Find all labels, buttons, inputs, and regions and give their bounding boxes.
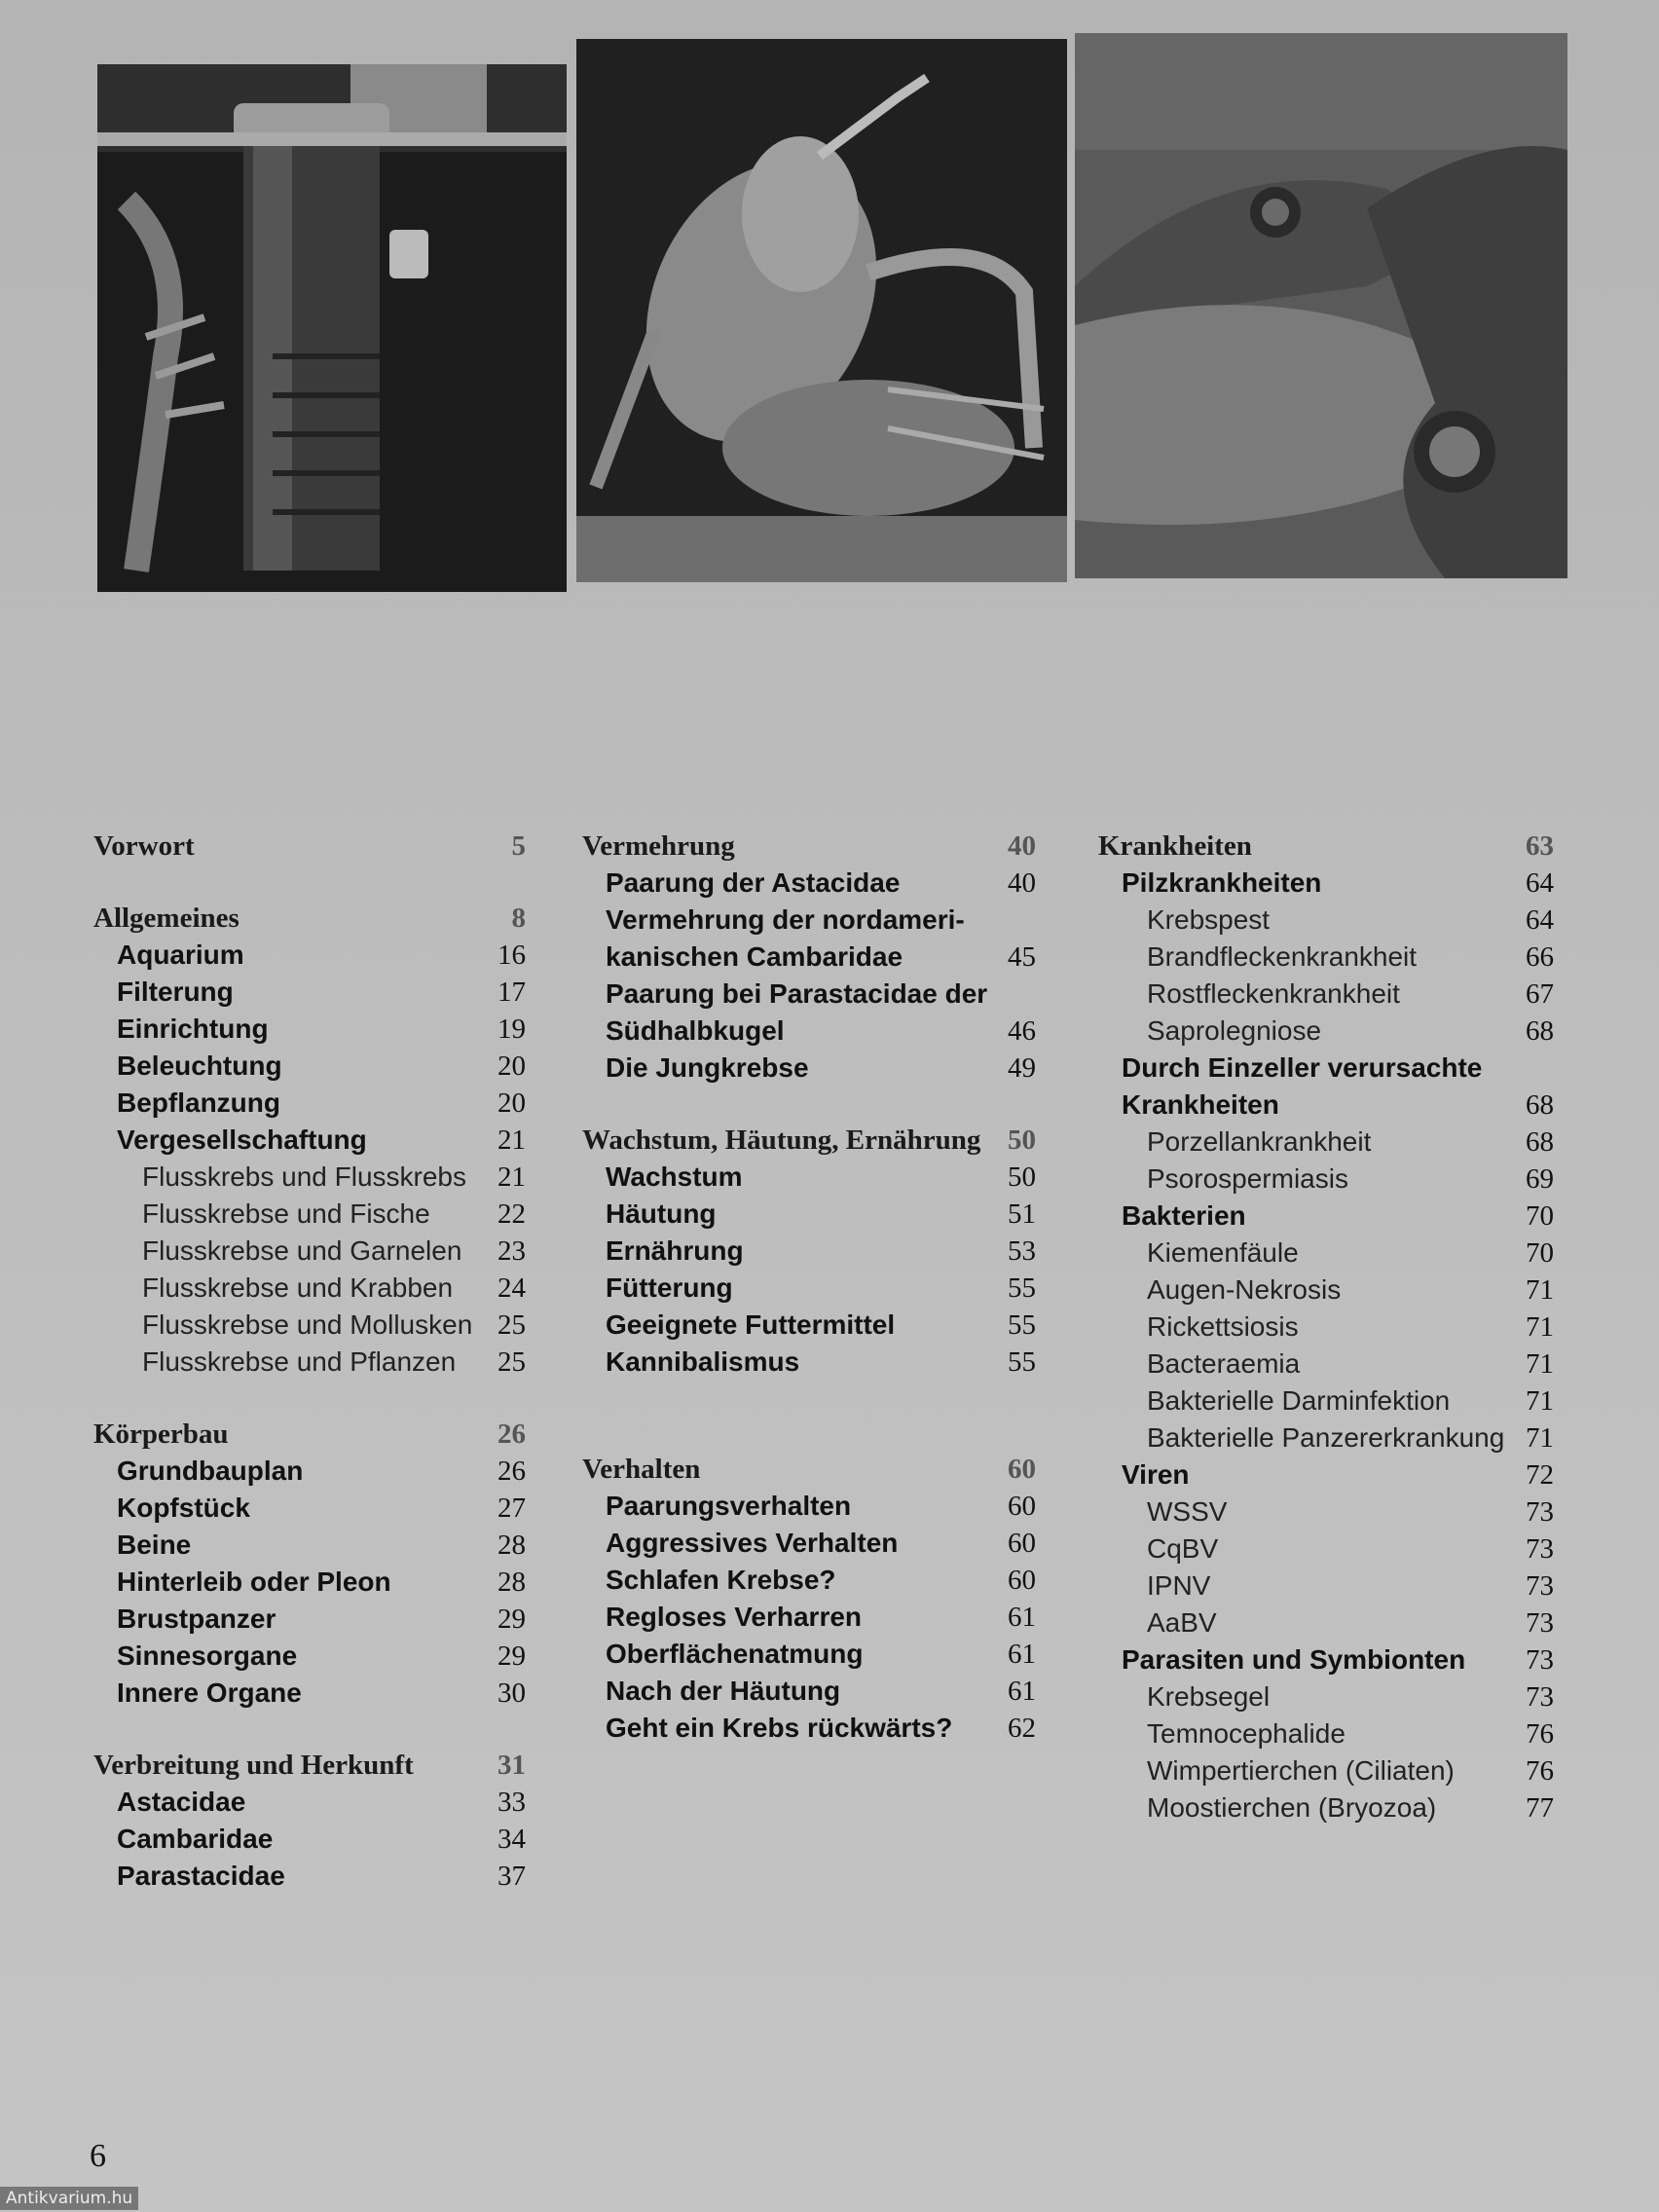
toc-entry-title: Paarung der Astacidae <box>606 867 901 898</box>
toc-entry-title: Krebspest <box>1147 904 1271 935</box>
toc-entry <box>582 1636 1036 1673</box>
toc-entry <box>582 1562 1036 1599</box>
toc-entry <box>1098 1235 1554 1272</box>
toc-entry <box>93 1564 526 1601</box>
toc-entry <box>1098 1493 1554 1530</box>
toc-entry-title: Temnocephalide <box>1147 1718 1346 1749</box>
toc-entry-page: 68 <box>1526 1126 1554 1158</box>
toc-entry <box>1098 1752 1554 1789</box>
toc-entry-page: 64 <box>1526 867 1554 899</box>
toc-entry-title: Saprolegniose <box>1147 1015 1322 1046</box>
toc-entry-page: 73 <box>1526 1681 1554 1713</box>
toc-entry-title: Innere Organe <box>117 1677 302 1708</box>
toc-entry-title: Parasiten und Symbionten <box>1122 1644 1466 1675</box>
toc-entry-title: Paarungsverhalten <box>606 1491 852 1521</box>
toc-spacer <box>93 1712 526 1747</box>
toc-entry-title: Sinnesorgane <box>117 1641 298 1671</box>
toc-entry-page: 71 <box>1526 1348 1554 1380</box>
toc-entry-title: Krebsegel <box>1147 1681 1271 1712</box>
toc-entry-page: 16 <box>498 940 526 971</box>
toc-entry <box>93 1011 526 1048</box>
toc-entry-page: 61 <box>1008 1602 1036 1633</box>
toc-entry <box>93 1601 526 1638</box>
toc-entry <box>1098 1272 1554 1309</box>
toc-entry <box>93 1453 526 1490</box>
toc-entry-title: Grundbauplan <box>117 1456 304 1486</box>
toc-entry-page: 19 <box>498 1014 526 1045</box>
toc-entry-page: 31 <box>498 1750 526 1781</box>
toc-entry-page: 20 <box>498 1051 526 1082</box>
toc-entry <box>93 937 526 974</box>
toc-entry-page: 40 <box>1008 867 1036 899</box>
toc-entry-title: Bacteraemia <box>1147 1348 1301 1379</box>
toc-entry-page: 20 <box>498 1088 526 1119</box>
crayfish-mating-photo <box>576 39 1067 582</box>
toc-entry-page: 73 <box>1526 1644 1554 1676</box>
toc-entry <box>582 1159 1036 1196</box>
toc-entry-page: 21 <box>498 1161 526 1193</box>
toc-entry-title: Vorwort <box>93 830 195 862</box>
toc-entry-title: Nach der Häutung <box>606 1676 841 1706</box>
toc-entry-title: Moostierchen (Bryozoa) <box>1147 1792 1437 1823</box>
toc-entry-page: 70 <box>1526 1237 1554 1269</box>
toc-entry <box>93 1085 526 1122</box>
toc-entry-title: Fütterung <box>606 1272 733 1303</box>
toc-entry-title: Astacidae <box>117 1787 246 1817</box>
toc-entry-title: Parastacidae <box>117 1861 285 1891</box>
toc-entry <box>1098 1715 1554 1752</box>
toc-entry <box>582 1451 1036 1488</box>
toc-entry-title: Psorospermiasis <box>1147 1163 1348 1194</box>
toc-spacer <box>582 1416 1036 1451</box>
toc-entry <box>1098 1678 1554 1715</box>
toc-spacer <box>93 1381 526 1416</box>
toc-entry <box>1098 1346 1554 1382</box>
toc-entry-title: Beine <box>117 1530 192 1560</box>
toc-entry-page: 61 <box>1008 1639 1036 1670</box>
toc-entry <box>1098 1087 1554 1124</box>
toc-entry-title: Wachstum, Häutung, Ernährung <box>582 1124 981 1156</box>
toc-entry-page: 76 <box>1526 1718 1554 1750</box>
toc-entry-title: Brandfleckenkrankheit <box>1147 941 1418 972</box>
toc-entry-page: 50 <box>1008 1124 1036 1156</box>
toc-entry-title: Cambaridae <box>117 1824 274 1854</box>
toc-entry <box>93 1048 526 1085</box>
toc-entry-title: WSSV <box>1147 1496 1228 1527</box>
toc-column-2 <box>582 828 1036 1747</box>
toc-spacer <box>582 1087 1036 1122</box>
toc-entry-page: 70 <box>1526 1200 1554 1232</box>
toc-entry-page: 73 <box>1526 1570 1554 1602</box>
toc-entry-page: 68 <box>1526 1015 1554 1047</box>
toc-entry <box>582 902 1036 939</box>
toc-entry-title: Beleuchtung <box>117 1051 282 1081</box>
toc-entry <box>1098 1124 1554 1161</box>
toc-entry <box>93 1159 526 1196</box>
toc-entry <box>1098 1419 1554 1456</box>
toc-entry <box>93 1122 526 1159</box>
toc-entry <box>93 1784 526 1821</box>
toc-entry-title: Wimpertierchen (Ciliaten) <box>1147 1755 1455 1786</box>
toc-entry-page: 73 <box>1526 1533 1554 1565</box>
toc-entry <box>1098 1567 1554 1604</box>
toc-entry <box>582 1488 1036 1525</box>
toc-entry-title: Geeignete Futtermittel <box>606 1309 896 1340</box>
toc-entry-title: Körperbau <box>93 1419 229 1450</box>
toc-spacer <box>93 865 526 900</box>
toc-entry-title: Südhalbkugel <box>606 1015 785 1046</box>
toc-entry-page: 73 <box>1526 1607 1554 1639</box>
toc-entry-title: Brustpanzer <box>117 1604 276 1634</box>
toc-entry <box>1098 1050 1554 1087</box>
toc-entry <box>93 828 526 865</box>
toc-entry-title: kanischen Cambaridae <box>606 941 903 972</box>
toc-entry-title: Vermehrung <box>582 830 735 862</box>
toc-entry-page: 55 <box>1008 1309 1036 1341</box>
toc-entry <box>1098 865 1554 902</box>
toc-entry-page: 23 <box>498 1235 526 1267</box>
toc-entry <box>582 1673 1036 1710</box>
toc-entry-page: 33 <box>498 1787 526 1818</box>
toc-entry <box>93 1747 526 1784</box>
toc-entry-title: Schlafen Krebse? <box>606 1565 836 1595</box>
toc-entry-page: 21 <box>498 1124 526 1156</box>
toc-entry-page: 71 <box>1526 1311 1554 1343</box>
page-number: 6 <box>90 2138 106 2174</box>
toc-entry-page: 53 <box>1008 1235 1036 1267</box>
toc-entry-page: 46 <box>1008 1015 1036 1047</box>
toc-entry-title: Filterung <box>117 977 234 1007</box>
toc-entry <box>1098 902 1554 939</box>
photo-filter-icon <box>97 64 567 592</box>
toc-entry <box>582 1344 1036 1381</box>
toc-entry-title: Pilzkrankheiten <box>1122 867 1322 898</box>
toc-entry-page: 66 <box>1526 941 1554 973</box>
toc-entry-title: Flusskrebse und Krabben <box>142 1272 454 1303</box>
toc-entry-page: 73 <box>1526 1496 1554 1528</box>
toc-entry <box>93 1675 526 1712</box>
toc-entry <box>93 900 526 937</box>
toc-entry <box>1098 939 1554 976</box>
toc-entry-page: 26 <box>498 1419 526 1450</box>
toc-entry <box>582 1196 1036 1233</box>
toc-entry-page: 37 <box>498 1861 526 1892</box>
toc-entry-page: 68 <box>1526 1089 1554 1121</box>
toc-entry-title: Rickettsiosis <box>1147 1311 1299 1342</box>
toc-entry-page: 60 <box>1008 1491 1036 1522</box>
toc-entry-page: 40 <box>1008 830 1036 862</box>
toc-entry-title: Flusskrebse und Pflanzen <box>142 1346 457 1377</box>
toc-entry <box>93 1307 526 1344</box>
toc-entry-title: Hinterleib oder Pleon <box>117 1567 391 1597</box>
toc-entry-page: 30 <box>498 1677 526 1709</box>
toc-entry-title: Ernährung <box>606 1235 744 1266</box>
toc-entry-page: 63 <box>1526 830 1554 862</box>
toc-entry-page: 26 <box>498 1456 526 1487</box>
toc-entry <box>582 828 1036 865</box>
toc-entry-page: 28 <box>498 1567 526 1598</box>
toc-entry <box>582 1599 1036 1636</box>
toc-entry <box>93 1527 526 1564</box>
toc-entry <box>93 1270 526 1307</box>
toc-entry <box>582 1233 1036 1270</box>
toc-entry-title: Die Jungkrebse <box>606 1052 809 1083</box>
photo-crayfish-icon <box>576 39 1067 582</box>
toc-entry-page: 45 <box>1008 941 1036 973</box>
toc-entry-title: Krankheiten <box>1122 1089 1279 1120</box>
toc-entry <box>1098 1161 1554 1198</box>
toc-entry-page: 71 <box>1526 1385 1554 1417</box>
toc-entry-title: Kannibalismus <box>606 1346 800 1377</box>
toc-entry-title: Porzellankrankheit <box>1147 1126 1372 1157</box>
toc-entry-page: 76 <box>1526 1755 1554 1787</box>
toc-entry-page: 29 <box>498 1604 526 1635</box>
toc-entry-page: 71 <box>1526 1274 1554 1306</box>
toc-entry-page: 50 <box>1008 1161 1036 1193</box>
toc-entry <box>93 1233 526 1270</box>
toc-entry-title: Flusskrebse und Fische <box>142 1198 430 1229</box>
toc-entry-page: 27 <box>498 1493 526 1524</box>
toc-entry-page: 67 <box>1526 978 1554 1010</box>
toc-entry-page: 5 <box>511 830 526 862</box>
toc-entry-title: Regloses Verharren <box>606 1602 863 1632</box>
toc-entry-title: Einrichtung <box>117 1014 269 1044</box>
toc-entry <box>582 1050 1036 1087</box>
toc-entry <box>93 1416 526 1453</box>
toc-entry <box>1098 1309 1554 1346</box>
toc-entry-title: Aquarium <box>117 940 244 970</box>
aquarium-filter-photo <box>97 64 567 592</box>
toc-entry-title: Häutung <box>606 1198 717 1229</box>
toc-entry-title: Allgemeines <box>93 903 240 934</box>
toc-entry <box>582 976 1036 1013</box>
toc-entry-page: 72 <box>1526 1459 1554 1491</box>
toc-entry-title: Vergesellschaftung <box>117 1124 367 1155</box>
toc-entry <box>93 1638 526 1675</box>
toc-entry-title: Augen-Nekrosis <box>1147 1274 1342 1305</box>
toc-entry <box>1098 1789 1554 1826</box>
toc-column-1 <box>93 828 526 1895</box>
toc-entry-page: 29 <box>498 1641 526 1672</box>
toc-entry-title: AaBV <box>1147 1607 1217 1638</box>
toc-entry-title: Vermehrung der nordameri- <box>606 904 965 935</box>
photo-claw-icon <box>1075 33 1567 578</box>
toc-entry-page: 25 <box>498 1346 526 1378</box>
watermark: Antikvarium.hu <box>0 2187 138 2210</box>
toc-entry-page: 60 <box>1008 1565 1036 1596</box>
toc-entry-page: 51 <box>1008 1198 1036 1230</box>
toc-entry-title: Aggressives Verhalten <box>606 1528 899 1558</box>
toc-entry-title: Flusskrebs und Flusskrebs <box>142 1161 467 1192</box>
toc-entry <box>1098 1198 1554 1235</box>
toc-entry <box>582 1013 1036 1050</box>
toc-entry <box>582 1270 1036 1307</box>
toc-entry-page: 22 <box>498 1198 526 1230</box>
crayfish-claw-photo <box>1075 33 1567 578</box>
toc-entry <box>582 1525 1036 1562</box>
toc-entry-title: Paarung bei Parastacidae der <box>606 978 988 1009</box>
toc-entry-page: 55 <box>1008 1272 1036 1304</box>
toc-entry <box>1098 1382 1554 1419</box>
toc-entry <box>93 1490 526 1527</box>
toc-entry-title: Verhalten <box>582 1454 701 1485</box>
toc-entry-page: 17 <box>498 977 526 1008</box>
toc-entry-page: 62 <box>1008 1713 1036 1744</box>
toc-entry-title: Rostfleckenkrankheit <box>1147 978 1400 1009</box>
toc-entry-title: Bakterielle Darminfektion <box>1147 1385 1451 1416</box>
toc-entry <box>582 1710 1036 1747</box>
toc-entry <box>1098 1530 1554 1567</box>
toc-column-3 <box>1098 828 1554 1826</box>
toc-entry-page: 64 <box>1526 904 1554 936</box>
toc-entry-title: Viren <box>1122 1459 1190 1490</box>
toc-entry <box>1098 1604 1554 1641</box>
toc-entry <box>582 1122 1036 1159</box>
toc-entry-title: IPNV <box>1147 1570 1211 1601</box>
toc-entry-page: 61 <box>1008 1676 1036 1707</box>
toc-entry <box>1098 976 1554 1013</box>
toc-entry-title: CqBV <box>1147 1533 1219 1564</box>
toc-entry-page: 60 <box>1008 1528 1036 1559</box>
toc-entry <box>1098 1456 1554 1493</box>
toc-entry-page: 55 <box>1008 1346 1036 1378</box>
toc-entry-title: Oberflächenatmung <box>606 1639 864 1669</box>
toc-entry-title: Verbreitung und Herkunft <box>93 1750 414 1781</box>
toc-entry-title: Durch Einzeller verursachte <box>1122 1052 1483 1083</box>
toc-entry-title: Flusskrebse und Mollusken <box>142 1309 473 1340</box>
toc-entry-page: 69 <box>1526 1163 1554 1195</box>
toc-entry <box>582 1307 1036 1344</box>
toc-entry <box>93 1196 526 1233</box>
toc-entry-title: Geht ein Krebs rückwärts? <box>606 1713 953 1743</box>
toc-entry-page: 60 <box>1008 1454 1036 1485</box>
toc-entry-page: 28 <box>498 1530 526 1561</box>
toc-entry-title: Wachstum <box>606 1161 743 1192</box>
toc-entry <box>93 1344 526 1381</box>
toc-entry <box>1098 1641 1554 1678</box>
toc-entry <box>582 939 1036 976</box>
toc-entry-title: Bakterien <box>1122 1200 1246 1231</box>
toc-entry-title: Flusskrebse und Garnelen <box>142 1235 462 1266</box>
toc-entry-page: 8 <box>511 903 526 934</box>
toc-entry-page: 34 <box>498 1824 526 1855</box>
toc-spacer <box>582 1381 1036 1416</box>
toc-entry <box>93 1858 526 1895</box>
toc-entry <box>93 974 526 1011</box>
toc-entry <box>1098 828 1554 865</box>
toc-entry-page: 49 <box>1008 1052 1036 1084</box>
toc-entry-title: Bepflanzung <box>117 1088 280 1118</box>
toc-entry <box>93 1821 526 1858</box>
toc-entry <box>582 865 1036 902</box>
toc-entry-title: Kiemenfäule <box>1147 1237 1299 1268</box>
toc-entry-title: Kopfstück <box>117 1493 250 1523</box>
toc-entry-title: Krankheiten <box>1098 830 1252 862</box>
toc-entry-title: Bakterielle Panzererkrankung <box>1147 1422 1505 1453</box>
toc-entry-page: 25 <box>498 1309 526 1341</box>
toc-entry <box>1098 1013 1554 1050</box>
toc-entry-page: 24 <box>498 1272 526 1304</box>
toc-entry-page: 71 <box>1526 1422 1554 1454</box>
toc-entry-page: 77 <box>1526 1792 1554 1824</box>
